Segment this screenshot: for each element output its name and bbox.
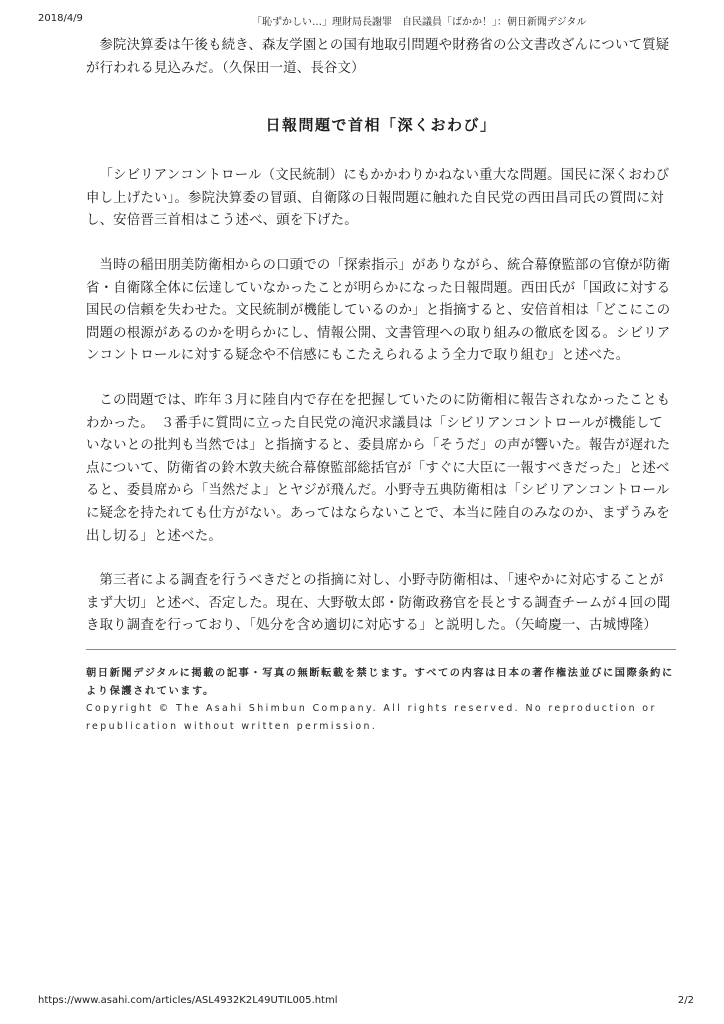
copyright-ja: 朝日新聞デジタルに掲載の記事・写真の無断転載を禁じます。すべての内容は日本の著作権法並びに国際条約により保護されています。 <box>86 668 674 697</box>
copyright-en: Copyright © The Asahi Shimbun Company. All rights reserved. No reproduction or republication without written permission. <box>86 703 657 732</box>
article-body <box>86 35 676 638</box>
lead-paragraph: 参院決算委は午後も続き、森友学園との国有地取引問題や財務省の公文書改ざんについて質疑が行われる見込みだ。（久保田一道、長谷文） <box>86 38 670 76</box>
print-page-title: 「恥ずかしい…」理財局長謝罪 自民議員「ばかか！」：朝日新聞デジタル <box>252 17 587 28</box>
print-date: 2018/4/9 <box>38 13 83 24</box>
paragraph-3: この問題では、昨年３月に陸自内で存在を把握していたのに防衛相に報告されなかったこともわかった。 ３番手に質問に立った自民党の滝沢求議員は「シビリアンコントロールが機能していないとの批判も当然では」と指摘すると、委員席から「そうだ」の声が響いた。報告が遅れた点について、防衛省の鈴木敦夫統合幕僚監部総括官が「すぐに大臣に一報すべきだった」と述べると、委員席から「当然だよ」とヤジが飛んだ。小野寺五典防衛相は「シビリアンコントロールに疑念を持たれても仕方がない。あってはならないことで、本当に陸自のみなのか、まずうみを出し切る」と述べた。 <box>86 392 671 544</box>
page-number: 2/2 <box>677 995 694 1006</box>
copyright-notice <box>86 665 676 735</box>
section-heading: 日報問題で首相「深くおわび」 <box>265 116 497 135</box>
print-url: https://www.asahi.com/articles/ASL4932K2L49UTIL005.html <box>38 995 338 1006</box>
paragraph-2: 当時の稲田朋美防衛相からの口頭での「探索指示」がありながら、統合幕僚監部の官僚が防衛省・自衛隊全体に伝達していなかったことが明らかになった日報問題。西田氏が「国政に対する国民の信頼を失わせた。文民統制が機能しているのか」と指摘すると、安倍首相は「どこにこの問題の根源があるのかを明らかにし、情報公開、文書管理への取り組みの徹底を図る。シビリアンコントロールに対する疑念や不信感にもこたえられるよう全力で取り組む」と述べた。 <box>86 257 671 364</box>
paragraph-1: 「シビリアンコントロール（文民統制）にもかかわりかねない重大な問題。国民に深くおわび申し上げたい」。参院決算委の冒頭、自衛隊の日報問題に触れた自民党の西田昌司氏の質問に対し、安倍晋三首相はこう述べ、頭を下げた。 <box>86 168 670 229</box>
print-header <box>0 13 724 29</box>
paragraph-4: 第三者による調査を行うべきだとの指摘に対し、小野寺防衛相は、「速やかに対応することがまず大切」と述べ、否定した。現在、大野敬太郎・防衛政務官を長とする調査チームが４回の聞き取り調査を行っており、「処分を含め適切に対応する」と説明した。（矢崎慶一、古城博隆） <box>86 573 671 634</box>
divider <box>86 649 676 650</box>
